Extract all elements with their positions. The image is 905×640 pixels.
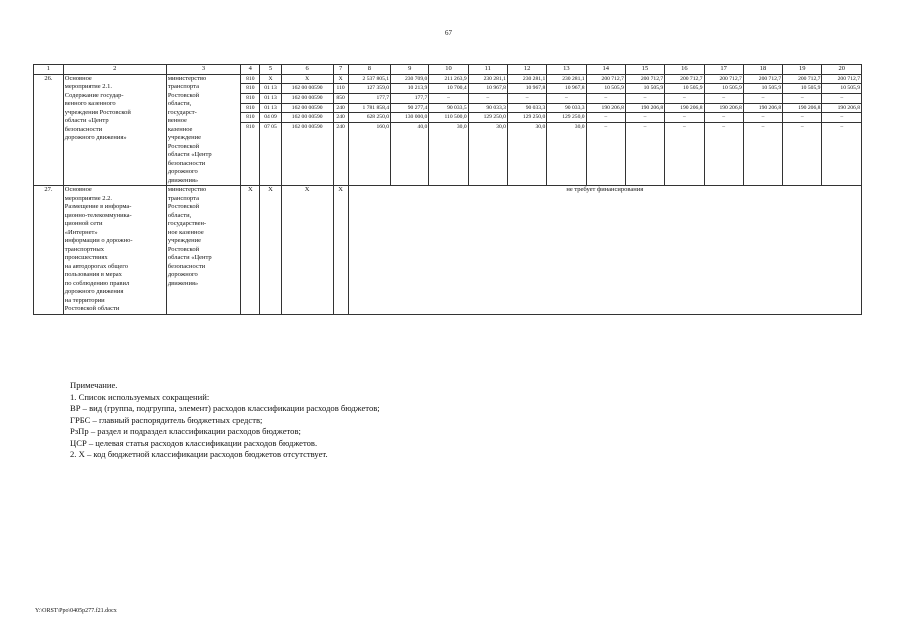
executor-cell <box>166 186 240 315</box>
amount-cell: 211 263,9 <box>429 74 468 84</box>
amount-cell: 10 967,8 <box>547 84 586 94</box>
header-cell: 13 <box>547 65 586 75</box>
header-cell: 14 <box>586 65 625 75</box>
amount-cell: 90 033,3 <box>507 103 546 113</box>
grbs-code: 810 <box>241 93 260 103</box>
amount-cell: 110 500,0 <box>429 113 468 123</box>
header-cell: 6 <box>281 65 333 75</box>
note-line: ЦСР – целевая статья расходов классификации расходов бюджетов. <box>70 437 318 448</box>
amount-cell: 10 505,9 <box>704 84 743 94</box>
cell-line: по соблюдению правил <box>64 279 130 287</box>
cell-line: безопасности <box>167 159 206 167</box>
amount-cell: – <box>625 123 664 186</box>
cell-line: области «Центр <box>64 117 109 124</box>
amount-cell: – <box>507 93 546 103</box>
cell-line: мероприятие 2.1. <box>64 83 113 90</box>
code-cell: X <box>260 186 281 315</box>
cell-line: Ростовской <box>167 91 200 99</box>
cell-line: Ростовской <box>167 245 200 253</box>
amount-cell: 90 033,3 <box>547 103 586 113</box>
grbs-code: 810 <box>241 113 260 123</box>
rzpr-code: 01 13 <box>260 93 281 103</box>
amount-cell: – <box>704 113 743 123</box>
cell-line: транспорта <box>167 194 199 202</box>
amount-cell: 30,0 <box>429 123 468 186</box>
cell-line: «Интернет» <box>64 228 98 236</box>
cell-line: происшествиях <box>64 254 108 261</box>
budget-table <box>33 64 862 315</box>
vr-code: 110 <box>333 84 348 94</box>
amount-cell: – <box>704 93 743 103</box>
amount-cell: 200 712,7 <box>586 74 625 84</box>
note-line: 1. Список используемых сокращений: <box>70 391 210 402</box>
note-line: ВР – вид (группа, подгруппа, элемент) расходов классификации расходов бюджетов; <box>70 403 380 413</box>
amount-cell: 30,0 <box>507 123 546 186</box>
amount-cell: 190 206,8 <box>586 103 625 113</box>
header-cell: 20 <box>822 65 862 75</box>
amount-cell: 90 277,4 <box>391 103 429 113</box>
amount-cell: – <box>783 123 822 186</box>
amount-cell: 230 281,1 <box>468 74 507 84</box>
amount-cell: – <box>783 93 822 103</box>
grbs-code: 810 <box>241 123 260 186</box>
amount-cell: 10 700,4 <box>429 84 468 94</box>
cell-line: Основное <box>64 186 92 193</box>
csr-code: 162 00 00590 <box>281 103 333 113</box>
vr-code: 240 <box>333 103 348 113</box>
amount-cell: – <box>586 93 625 103</box>
amount-cell: 190 206,8 <box>783 103 822 113</box>
cell-line: Основное <box>64 74 92 82</box>
amount-cell: – <box>429 93 468 103</box>
header-cell: 17 <box>704 65 743 75</box>
csr-code: 162 00 00590 <box>281 113 333 123</box>
amount-cell: 200 712,7 <box>625 74 664 84</box>
rzpr-code: 04 09 <box>260 113 281 123</box>
cell-line: безопасности <box>64 125 103 133</box>
amount-cell: 190 206,8 <box>704 103 743 113</box>
rzpr-code: X <box>260 74 281 84</box>
cell-line: государст- <box>167 108 197 116</box>
cell-line: казенное <box>167 125 193 133</box>
rzpr-code: 01 13 <box>260 103 281 113</box>
vr-code: 240 <box>333 113 348 123</box>
amount-cell: 10 213,9 <box>391 84 429 94</box>
amount-cell: – <box>822 113 862 123</box>
cell-line: Ростовской <box>167 142 200 150</box>
vr-code: 240 <box>333 123 348 186</box>
amount-cell: 177,7 <box>348 93 391 103</box>
vr-code: X <box>333 74 348 84</box>
row-number: 27. <box>34 186 64 315</box>
executor-cell <box>166 74 240 186</box>
rzpr-code: 07 05 <box>260 123 281 186</box>
amount-cell: 10 505,9 <box>822 84 862 94</box>
header-cell: 10 <box>429 65 468 75</box>
amount-cell: 10 967,8 <box>468 84 507 94</box>
cell-line: транспортных <box>64 245 104 253</box>
header-cell: 5 <box>260 65 281 75</box>
amount-cell: 127 359,0 <box>348 84 391 94</box>
code-cell: X <box>241 186 260 315</box>
header-cell: 9 <box>391 65 429 75</box>
code-cell: X <box>333 186 348 315</box>
amount-cell: – <box>665 113 704 123</box>
table-row <box>34 186 862 315</box>
cell-line: области, <box>167 211 192 219</box>
amount-cell: 30,0 <box>468 123 507 186</box>
amount-cell: 177,7 <box>391 93 429 103</box>
header-cell: 1 <box>34 65 64 75</box>
amount-cell: – <box>743 93 782 103</box>
cell-line: учреждение <box>167 237 202 244</box>
amount-cell: 230 281,1 <box>547 74 586 84</box>
amount-cell: 129 250,0 <box>547 113 586 123</box>
amount-cell: 200 712,7 <box>783 74 822 84</box>
amount-cell: – <box>822 123 862 186</box>
header-cell: 2 <box>63 65 166 75</box>
amount-cell: 190 206,8 <box>665 103 704 113</box>
header-cell: 4 <box>241 65 260 75</box>
amount-cell: – <box>822 93 862 103</box>
amount-cell: – <box>704 123 743 186</box>
cell-line: Ростовской области <box>64 305 120 312</box>
cell-line: области «Центр <box>167 254 212 261</box>
table-header-row <box>34 65 862 75</box>
amount-cell: 200 712,7 <box>822 74 862 84</box>
cell-line: дорожного движения» <box>64 134 127 141</box>
amount-cell: 160,0 <box>348 123 391 186</box>
cell-line: дорожного <box>167 168 198 175</box>
amount-cell: 190 206,8 <box>743 103 782 113</box>
amount-cell: – <box>743 113 782 123</box>
amount-cell: – <box>665 93 704 103</box>
amount-cell: 30,0 <box>547 123 586 186</box>
grbs-code: 810 <box>241 103 260 113</box>
cell-line: информации о дорожно- <box>64 237 133 244</box>
amount-cell: 200 712,7 <box>743 74 782 84</box>
amount-cell: – <box>625 113 664 123</box>
header-cell: 19 <box>783 65 822 75</box>
cell-line: пользования в мерах <box>64 271 122 278</box>
page-number: 67 <box>445 29 452 37</box>
csr-code: 162 00 00590 <box>281 123 333 186</box>
activity-name <box>63 74 166 186</box>
note-line: РзПр – раздел и подраздел классификации расходов бюджетов; <box>70 426 301 436</box>
cell-line: венное <box>167 117 187 124</box>
amount-cell: 129 250,0 <box>468 113 507 123</box>
cell-line: области, <box>167 100 192 107</box>
cell-line: министерство <box>167 186 207 193</box>
csr-code: 162 00 00590 <box>281 93 333 103</box>
cell-line: учреждения Ростовской <box>64 108 131 116</box>
cell-line: Ростовской <box>167 203 200 210</box>
amount-cell: 1 781 858,4 <box>348 103 391 113</box>
cell-line: министерство <box>167 74 207 82</box>
cell-line: ционно-телекоммуника- <box>64 211 132 219</box>
cell-line: транспорта <box>167 83 199 90</box>
csr-code: 162 00 00590 <box>281 84 333 94</box>
cell-line: на автодорогах общего <box>64 262 129 270</box>
amount-cell: 40,0 <box>391 123 429 186</box>
header-cell: 3 <box>166 65 240 75</box>
amount-cell: 230 281,1 <box>507 74 546 84</box>
amount-cell: – <box>547 93 586 103</box>
cell-line: учреждение <box>167 134 202 141</box>
cell-line: на территории <box>64 296 105 304</box>
amount-cell: 190 206,8 <box>625 103 664 113</box>
cell-line: дорожного <box>167 271 198 278</box>
header-cell: 18 <box>743 65 782 75</box>
header-cell: 15 <box>625 65 664 75</box>
cell-line: ционной сети <box>64 220 103 227</box>
cell-line: государствен- <box>167 220 207 227</box>
amount-cell: 10 505,9 <box>783 84 822 94</box>
header-cell: 7 <box>333 65 348 75</box>
amount-cell: – <box>665 123 704 186</box>
amount-cell: 130 000,0 <box>391 113 429 123</box>
amount-cell: 90 033,5 <box>429 103 468 113</box>
amount-cell: – <box>783 113 822 123</box>
amount-cell: 10 505,9 <box>665 84 704 94</box>
amount-cell: 10 505,9 <box>743 84 782 94</box>
amount-cell: 200 712,7 <box>704 74 743 84</box>
grbs-code: 810 <box>241 74 260 84</box>
cell-line: движения» <box>167 279 199 287</box>
amount-cell: 190 206,8 <box>822 103 862 113</box>
amount-cell: 10 505,9 <box>625 84 664 94</box>
rzpr-code: 01 13 <box>260 84 281 94</box>
cell-line: ное казенное <box>167 228 204 236</box>
amount-cell: 200 712,7 <box>665 74 704 84</box>
cell-line: Содержание государ- <box>64 91 124 99</box>
file-path: Y:\ORST\Ppo\0405p277.f21.docx <box>35 608 117 614</box>
csr-code: X <box>281 74 333 84</box>
cell-line: области «Центр <box>167 151 212 158</box>
vr-code: 850 <box>333 93 348 103</box>
amount-cell: 10 505,9 <box>586 84 625 94</box>
cell-line: безопасности <box>167 262 206 270</box>
cell-line: венного казенного <box>64 100 116 107</box>
amount-cell: – <box>743 123 782 186</box>
cell-line: Размещение в информа- <box>64 203 132 210</box>
amount-cell: – <box>468 93 507 103</box>
amount-cell: 230 709,0 <box>391 74 429 84</box>
note-line: ГРБС – главный распорядитель бюджетных средств; <box>70 414 263 425</box>
activity-name <box>63 186 166 315</box>
amount-cell: – <box>586 123 625 186</box>
no-funding-note: не требует финансирования <box>348 186 861 315</box>
amount-cell: 628 250,0 <box>348 113 391 123</box>
header-cell: 8 <box>348 65 391 75</box>
cell-line: движения» <box>167 176 199 184</box>
amount-cell: 10 967,8 <box>507 84 546 94</box>
note-line: 2. Х – код бюджетной классификации расходов бюджетов отсутствует. <box>70 449 328 459</box>
row-number: 26. <box>34 74 64 186</box>
amount-cell: – <box>586 113 625 123</box>
cell-line: мероприятие 2.2. <box>64 194 113 202</box>
amount-cell: 2 537 805,1 <box>348 74 391 84</box>
table-row <box>34 74 862 84</box>
header-cell: 16 <box>665 65 704 75</box>
notes-block <box>70 380 380 461</box>
code-cell: X <box>281 186 333 315</box>
header-cell: 12 <box>507 65 546 75</box>
grbs-code: 810 <box>241 84 260 94</box>
header-cell: 11 <box>468 65 507 75</box>
amount-cell: 90 033,3 <box>468 103 507 113</box>
amount-cell: – <box>625 93 664 103</box>
amount-cell: 129 250,0 <box>507 113 546 123</box>
note-line: Примечание. <box>70 380 118 390</box>
cell-line: дорожного движения <box>64 288 124 295</box>
